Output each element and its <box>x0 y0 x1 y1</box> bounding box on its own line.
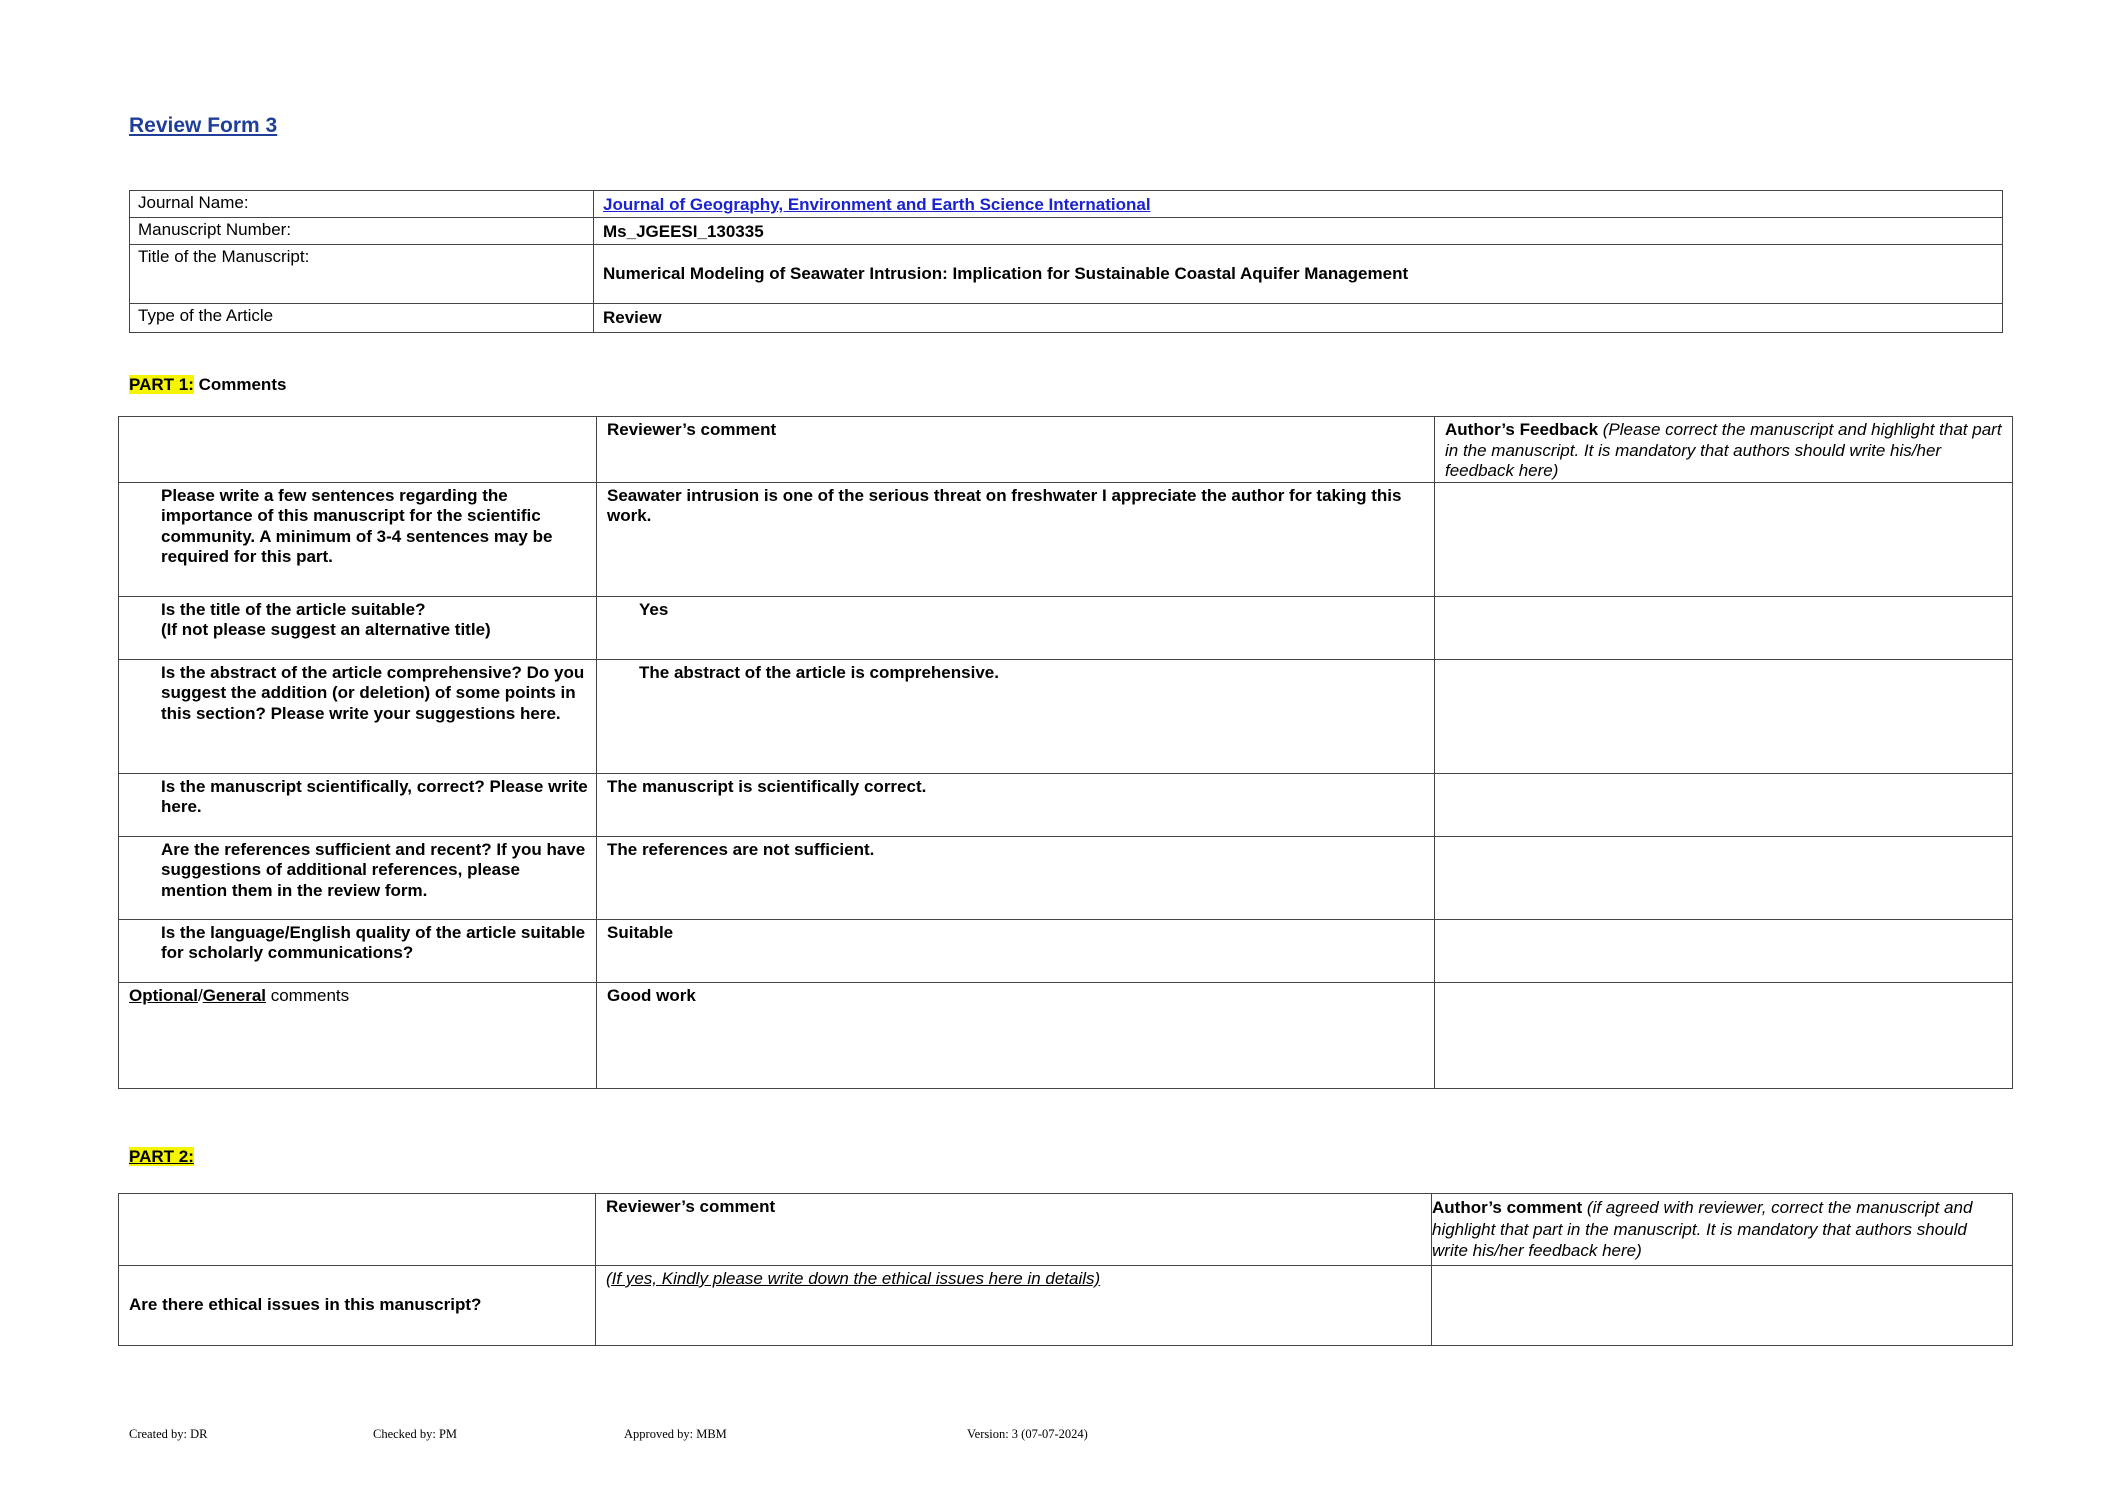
part2-heading-tag: PART 2: <box>129 1147 194 1166</box>
part2-ethics-table <box>118 1193 2013 1346</box>
reviewer-comment-cell[interactable]: Seawater intrusion is one of the serious threat on freshwater I appreciate the author for taking this work. <box>597 482 1435 596</box>
part1-heading-text: Comments <box>193 375 287 394</box>
author-feedback-cell[interactable] <box>1435 482 2013 596</box>
optional-label-sep: / <box>197 985 203 1005</box>
article-type-value: Review <box>594 304 2003 333</box>
reviewer-comment-cell[interactable]: Yes <box>597 596 1435 659</box>
manuscript-title-value: Numerical Modeling of Seawater Intrusion: Implication for Sustainable Coastal Aquifer Management <box>594 245 2003 304</box>
manuscript-title-label: Title of the Manuscript: <box>130 245 594 304</box>
footer-created-by: Created by: DR <box>129 1427 208 1441</box>
footer-checked-by: Checked by: PM <box>373 1427 458 1441</box>
optional-author-feedback-cell[interactable] <box>1435 982 2013 1088</box>
manuscript-info-table <box>129 190 2003 333</box>
ethical-issues-author-cell[interactable] <box>1432 1266 2013 1346</box>
optional-comments-row <box>119 982 2013 1088</box>
form-title: Review Form 3 <box>129 114 278 137</box>
part1-comments-table <box>118 416 2013 1089</box>
footer-approved-by: Approved by: MBM <box>624 1427 727 1441</box>
question-cell: Please write a few sentences regarding the importance of this manuscript for the scientific community. A minimum of 3-4 sentences may be required for this part. <box>119 482 597 596</box>
author-feedback-cell[interactable] <box>1435 596 2013 659</box>
table-row <box>119 482 2013 596</box>
reviewer-comment-header: Reviewer’s comment <box>596 1194 1432 1266</box>
question-cell: Are the references sufficient and recent? If you have suggestions of additional references, please mention them in the review form. <box>119 836 597 919</box>
header-empty-cell <box>119 1194 596 1266</box>
table-row <box>119 919 2013 982</box>
part2-heading <box>129 1147 194 1167</box>
article-type-label: Type of the Article <box>130 304 594 333</box>
part1-heading <box>129 375 286 395</box>
author-feedback-cell[interactable] <box>1435 919 2013 982</box>
ethical-issues-reviewer-cell[interactable] <box>596 1266 1432 1346</box>
author-comment-header <box>1432 1194 2013 1266</box>
footer-version: Version: 3 (07-07-2024) <box>967 1427 1088 1441</box>
optional-general-label <box>119 982 597 1088</box>
comments-label: comments <box>266 985 350 1005</box>
table-header-row <box>119 417 2013 483</box>
question-cell: Is the manuscript scientifically, correct? Please write here. <box>119 773 597 836</box>
author-feedback-cell[interactable] <box>1435 659 2013 773</box>
part1-heading-tag: PART 1: <box>129 375 194 394</box>
author-feedback-header-note: (Please correct the manuscript and highlight that part in the manuscript. It is mandatory that authors should write his/her feedback here) <box>1445 420 2002 480</box>
reviewer-comment-header: Reviewer’s comment <box>597 417 1435 483</box>
manuscript-number-label: Manuscript Number: <box>130 218 594 245</box>
reviewer-comment-cell[interactable]: The abstract of the article is comprehensive. <box>597 659 1435 773</box>
journal-name-label: Journal Name: <box>130 191 594 218</box>
reviewer-comment-cell[interactable]: Suitable <box>597 919 1435 982</box>
journal-name-value <box>594 191 2003 218</box>
question-cell: Is the language/English quality of the article suitable for scholarly communications? <box>119 919 597 982</box>
question-cell: Is the abstract of the article comprehensive? Do you suggest the addition (or deletion) of some points in this section? Please write your suggestions here. <box>119 659 597 773</box>
reviewer-comment-cell[interactable]: The references are not sufficient. <box>597 836 1435 919</box>
optional-comment-cell[interactable]: Good work <box>597 982 1435 1088</box>
reviewer-comment-cell[interactable]: The manuscript is scientifically correct. <box>597 773 1435 836</box>
author-feedback-header-bold: Author’s Feedback <box>1445 420 1599 439</box>
author-feedback-header <box>1435 417 2013 483</box>
author-feedback-cell[interactable] <box>1435 836 2013 919</box>
table-row <box>119 1266 2013 1346</box>
author-comment-header-bold: Author’s comment <box>1432 1198 1583 1217</box>
ethical-issues-placeholder: (If yes, Kindly please write down the ethical issues here in details) <box>606 1269 1101 1288</box>
general-label: General <box>202 985 266 1005</box>
journal-name-link[interactable]: Journal of Geography, Environment and Earth Science International <box>603 195 1151 214</box>
question-cell: Is the title of the article suitable? (If not please suggest an alternative title) <box>119 596 597 659</box>
header-empty-cell <box>119 417 597 483</box>
table-row <box>119 773 2013 836</box>
ethical-issues-question: Are there ethical issues in this manuscript? <box>119 1266 596 1346</box>
author-comment-header-note: (if agreed with reviewer, correct the manuscript and highlight that part in the manuscript. It is mandatory that authors should write his/her feedback here) <box>1432 1198 1973 1260</box>
table-row <box>119 596 2013 659</box>
table-header-row <box>119 1194 2013 1266</box>
author-feedback-cell[interactable] <box>1435 773 2013 836</box>
optional-label: Optional <box>129 985 198 1005</box>
manuscript-number-value: Ms_JGEESI_130335 <box>594 218 2003 245</box>
table-row <box>119 836 2013 919</box>
table-row <box>119 659 2013 773</box>
